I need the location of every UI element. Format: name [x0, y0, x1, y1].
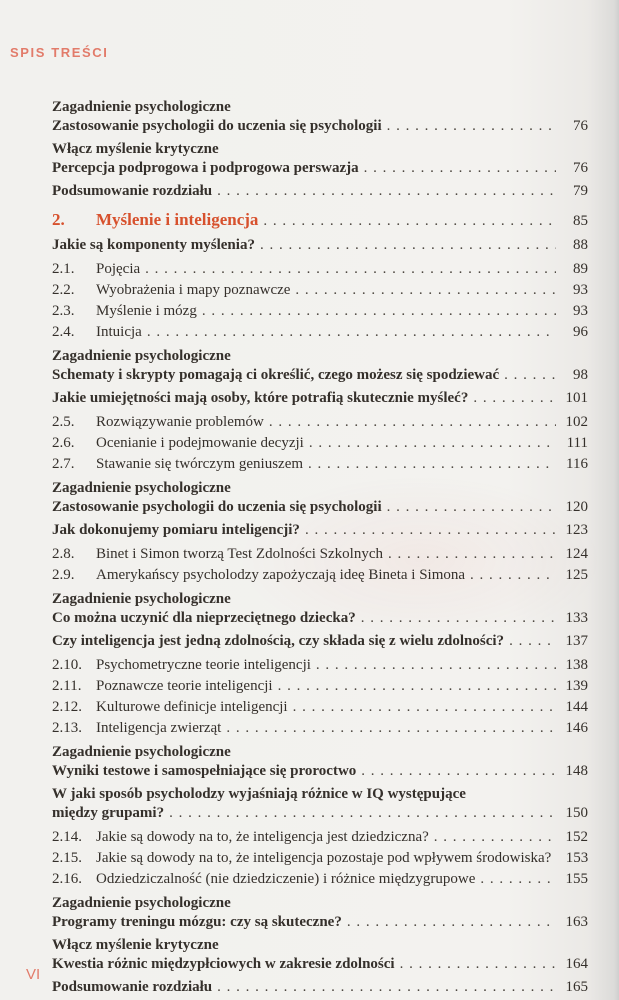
toc-list [52, 94, 588, 1000]
toc-entry-title: Stawanie się twórczym geniuszem [96, 456, 304, 472]
toc-entry-row [52, 849, 588, 868]
running-head: SPIS TREŚCI [10, 45, 109, 60]
toc-entry-number: 2.11. [52, 678, 82, 694]
toc-entry-page: 150 [565, 805, 588, 821]
toc-entry-row [52, 719, 588, 738]
dot-leader [202, 302, 556, 321]
dot-leader [217, 182, 556, 201]
toc-entry-number: 2.14. [52, 829, 82, 845]
toc-entry-page: 139 [565, 678, 588, 694]
dot-leader [509, 632, 556, 651]
dot-leader [400, 955, 556, 974]
toc-entry-title: Amerykańscy psycholodzy zapożyczają ideę Bineta i Simona [96, 567, 466, 583]
toc-entry-title: Jakie umiejętności mają osoby, które potrafią skutecznie myśleć? [52, 390, 469, 406]
toc-entry-number: 2.1. [52, 261, 75, 277]
toc-entry-title: Kwestia różnic międzypłciowych w zakresie zdolności [52, 956, 395, 972]
toc-entry-title: Binet i Simon tworzą Test Zdolności Szkolnych [96, 546, 383, 562]
toc-entry [52, 98, 588, 136]
toc-entry-title: Wyobrażenia i mapy poznawcze [96, 282, 291, 298]
toc-entry [52, 347, 588, 385]
toc-entry-page: 152 [565, 829, 588, 845]
toc-entry-page: 124 [565, 546, 588, 562]
toc-entry-page: 165 [565, 979, 588, 995]
toc-entry-heading: Zagadnienie psychologiczne [52, 591, 231, 607]
toc-entry-row [52, 828, 588, 847]
toc-entry-heading: W jaki sposób psycholodzy wyjaśniają różnice w IQ występujące [52, 786, 466, 802]
toc-entry-title: Psychometryczne teorie inteligencji [96, 657, 311, 673]
toc-entry-row [52, 521, 588, 540]
toc-entry-number: 2.7. [52, 456, 75, 472]
folio-page-number: VI [26, 966, 41, 983]
toc-entry [52, 827, 588, 848]
toc-entry [52, 259, 588, 280]
toc-entry-page: 76 [573, 160, 588, 176]
toc-entry-row [52, 434, 588, 453]
toc-entry [52, 280, 588, 301]
toc-entry-page: 137 [565, 633, 588, 649]
toc-entry [52, 521, 588, 540]
toc-entry-title: Poznawcze teorie inteligencji [96, 678, 273, 694]
dot-leader [361, 609, 556, 628]
toc-entry-title: Myślenie i mózg [96, 303, 197, 319]
toc-entry [52, 210, 588, 231]
toc-entry-row [52, 762, 588, 781]
toc-entry-page: 123 [565, 522, 588, 538]
toc-entry-number: 2. [52, 210, 65, 229]
toc-entry-page: 163 [565, 914, 588, 930]
dot-leader [308, 455, 556, 474]
toc-entry [52, 676, 588, 697]
toc-entry-row [52, 698, 588, 717]
toc-entry-page: 138 [565, 657, 588, 673]
toc-entry [52, 697, 588, 718]
toc-entry-title: Ocenianie i podejmowanie decyzji [96, 435, 304, 451]
dot-leader [387, 117, 556, 136]
toc-entry-row [52, 159, 588, 178]
toc-entry [52, 785, 588, 823]
toc-entry [52, 655, 588, 676]
toc-entry-page: 96 [573, 324, 588, 340]
dot-leader [226, 719, 556, 738]
toc-entry [52, 590, 588, 628]
toc-entry-number: 2.2. [52, 282, 75, 298]
dot-leader [316, 656, 556, 675]
toc-entry [52, 848, 588, 869]
toc-entry-title: Schematy i skrypty pomagają ci określić, czego możesz się spodziewać [52, 367, 500, 383]
toc-entry-page: 133 [565, 610, 588, 626]
dot-leader [169, 804, 556, 823]
toc-entry-row [52, 389, 588, 408]
toc-entry-row [52, 870, 588, 889]
dot-leader [269, 413, 556, 432]
dot-leader [263, 212, 556, 231]
toc-entry-title: Czy inteligencja jest jedną zdolnością, czy składa się z wielu zdolności? [52, 633, 505, 649]
toc-entry-page: 101 [565, 390, 588, 406]
dot-leader [217, 978, 556, 997]
dot-leader [309, 434, 556, 453]
toc-entry-page: 88 [573, 237, 588, 253]
toc-entry [52, 544, 588, 565]
toc-entry-title: Podsumowanie rozdziału [52, 183, 213, 199]
toc-entry-page: 111 [566, 435, 588, 451]
toc-entry-row [52, 566, 588, 585]
toc-entry-page: 93 [573, 303, 588, 319]
toc-entry-page: 164 [565, 956, 588, 972]
toc-entry-page: 93 [573, 282, 588, 298]
toc-entry-title: Co można uczynić dla nieprzeciętnego dziecka? [52, 610, 356, 626]
toc-entry-heading: Zagadnienie psychologiczne [52, 744, 231, 760]
toc-entry-row [52, 656, 588, 675]
toc-entry-row [52, 366, 588, 385]
toc-entry-row [52, 413, 588, 432]
toc-entry [52, 978, 588, 997]
toc-entry-title: Rozwiązywanie problemów [96, 414, 264, 430]
toc-entry [52, 433, 588, 454]
dot-leader [295, 281, 556, 300]
toc-entry-row [52, 260, 588, 279]
toc-entry-page: 85 [573, 213, 588, 229]
toc-entry-row [52, 955, 588, 974]
dot-leader [147, 323, 556, 342]
toc-entry-title: Jakie są dowody na to, że inteligencja jest dziedziczna? [96, 829, 429, 845]
toc-entry-row [52, 236, 588, 255]
toc-entry [52, 182, 588, 201]
dot-leader [504, 366, 556, 385]
toc-entry [52, 301, 588, 322]
toc-entry-title: Intuicja [96, 324, 142, 340]
toc-entry-row [52, 323, 588, 342]
toc-entry-row [52, 210, 588, 231]
dot-leader [260, 236, 556, 255]
toc-entry-row [52, 117, 588, 136]
toc-entry [52, 743, 588, 781]
dot-leader [473, 389, 556, 408]
toc-entry-title: Pojęcia [96, 261, 141, 277]
toc-entry-title: Wyniki testowe i samospełniające się proroctwo [52, 763, 357, 779]
toc-entry-number: 2.13. [52, 720, 82, 736]
toc-entry-row [52, 281, 588, 300]
toc-entry-heading: Włącz myślenie krytyczne [52, 937, 219, 953]
toc-entry-title: Jak dokonujemy pomiaru inteligencji? [52, 522, 300, 538]
toc-entry-page: 155 [565, 871, 588, 887]
dot-leader [145, 260, 556, 279]
dot-leader [278, 677, 556, 696]
toc-entry [52, 236, 588, 255]
toc-entry-page: 89 [573, 261, 588, 277]
toc-entry-row [52, 302, 588, 321]
toc-entry-row [52, 545, 588, 564]
toc-entry-heading: Zagadnienie psychologiczne [52, 348, 231, 364]
toc-entry-title: Programy treningu mózgu: czy są skuteczne? [52, 914, 342, 930]
toc-entry-title: Zastosowanie psychologii do uczenia się psychologii [52, 118, 382, 134]
toc-entry-page: 98 [573, 367, 588, 383]
toc-entry-number: 2.10. [52, 657, 82, 673]
toc-entry-title: Myślenie i inteligencja [96, 210, 259, 229]
toc-entry-number: 2.15. [52, 850, 82, 866]
dot-leader [364, 159, 556, 178]
toc-entry-row [52, 978, 588, 997]
toc-entry-page: 148 [565, 763, 588, 779]
toc-entry-title: Odziedziczalność (nie dziedziczenie) i różnice międzygrupowe [96, 871, 476, 887]
toc-entry [52, 718, 588, 739]
toc-entry-page: 125 [565, 567, 588, 583]
toc-entry-number: 2.8. [52, 546, 75, 562]
toc-entry-page: 120 [565, 499, 588, 515]
toc-entry-row [52, 455, 588, 474]
toc-entry-heading: Zagadnienie psychologiczne [52, 895, 231, 911]
toc-entry-number: 2.5. [52, 414, 75, 430]
toc-entry [52, 140, 588, 178]
dot-leader [480, 870, 556, 889]
dot-leader [387, 498, 556, 517]
toc-entry-heading: Zagadnienie psychologiczne [52, 99, 231, 115]
toc-entry-heading: Włącz myślenie krytyczne [52, 141, 219, 157]
toc-entry [52, 412, 588, 433]
toc-entry [52, 322, 588, 343]
dot-leader [470, 566, 556, 585]
toc-entry-title: Zastosowanie psychologii do uczenia się psychologii [52, 499, 382, 515]
toc-entry-page: 79 [573, 183, 588, 199]
toc-entry-title: Podsumowanie rozdziału [52, 979, 213, 995]
toc-entry-title: Inteligencja zwierząt [96, 720, 222, 736]
toc-entry-number: 2.9. [52, 567, 75, 583]
dot-leader [434, 828, 556, 847]
toc-entry-page: 116 [566, 456, 588, 472]
toc-entry-page: 102 [565, 414, 588, 430]
dot-leader [305, 521, 556, 540]
toc-entry-number: 2.16. [52, 871, 82, 887]
toc-entry-row [52, 498, 588, 517]
toc-entry [52, 869, 588, 890]
dot-leader [293, 698, 556, 717]
toc-entry-heading: Zagadnienie psychologiczne [52, 480, 231, 496]
toc-entry [52, 389, 588, 408]
toc-entry [52, 632, 588, 651]
toc-entry-title: Percepcja podprogowa i podprogowa perswazja [52, 160, 359, 176]
toc-entry-title: Jakie są komponenty myślenia? [52, 237, 255, 253]
toc-entry-row [52, 677, 588, 696]
dot-leader [388, 545, 556, 564]
toc-entry [52, 565, 588, 586]
dot-leader [361, 762, 556, 781]
toc-entry-page: 153 [565, 850, 589, 866]
toc-entry-page: 76 [573, 118, 588, 134]
toc-entry [52, 479, 588, 517]
toc-entry-page: 144 [565, 699, 588, 715]
toc-entry-title: Jakie są dowody na to, że inteligencja pozostaje pod wpływem środowiska? [96, 850, 552, 866]
toc-entry [52, 936, 588, 974]
toc-entry-row [52, 182, 588, 201]
toc-entry [52, 454, 588, 475]
toc-entry-title: Kulturowe definicje inteligencji [96, 699, 288, 715]
toc-entry-row [52, 804, 588, 823]
toc-entry-row [52, 632, 588, 651]
toc-entry [52, 894, 588, 932]
toc-entry-page: 146 [565, 720, 588, 736]
toc-entry-title: między grupami? [52, 805, 165, 821]
toc-entry-row [52, 609, 588, 628]
toc-entry-number: 2.3. [52, 303, 75, 319]
toc-entry-row [52, 913, 588, 932]
toc-entry-number: 2.12. [52, 699, 82, 715]
toc-entry-number: 2.6. [52, 435, 75, 451]
dot-leader [347, 913, 556, 932]
toc-entry-number: 2.4. [52, 324, 75, 340]
